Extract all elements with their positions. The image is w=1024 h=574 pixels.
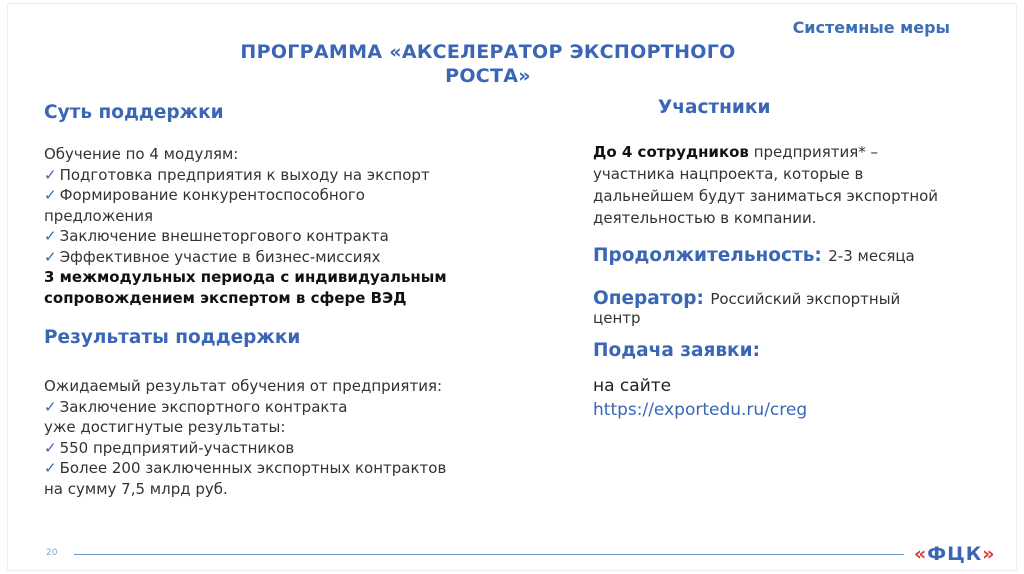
duration-row <box>593 245 915 266</box>
check-icon: ✓ <box>44 247 57 266</box>
list-item: ✓ Подготовка предприятия к выходу на экспорт <box>44 165 430 184</box>
operator-row <box>593 288 900 309</box>
results-heading: Результаты поддержки <box>44 327 301 348</box>
list-item: ✓ Эффективное участие в бизнес-миссиях <box>44 247 381 266</box>
footer-divider <box>74 554 904 555</box>
participants-bold: До 4 сотрудников <box>593 143 749 161</box>
operator-label: Оператор: <box>593 288 704 309</box>
section-label: Системные меры <box>792 18 950 37</box>
results-list <box>44 376 446 499</box>
participants-line-3: дальнейшем будут заниматься экспортной <box>593 187 939 205</box>
essence-intro: Обучение по 4 модулям: <box>44 145 239 163</box>
participants-line-4: деятельностью в компании. <box>593 209 817 227</box>
list-item: ✓ Более 200 заключенных экспортных контрактов <box>44 459 447 477</box>
application-url[interactable]: https://exportedu.ru/creg <box>593 400 808 420</box>
duration-label: Продолжительность: <box>593 245 822 266</box>
check-icon: ✓ <box>44 186 57 204</box>
essence-bold-1: 3 межмодульных периода с индивидуальным <box>44 268 447 286</box>
check-icon: ✓ <box>44 397 57 416</box>
page-number: 20 <box>46 548 58 558</box>
check-icon: ✓ <box>44 227 57 245</box>
page-title <box>208 40 768 88</box>
essence-list <box>44 144 447 308</box>
check-icon: ✓ <box>44 459 57 477</box>
application-text <box>593 374 807 422</box>
fck-logo: «ФЦК» <box>914 543 996 565</box>
participants-rest: предприятия* – <box>748 143 878 161</box>
application-line-1: на сайте <box>593 376 672 396</box>
results-achieved: уже достигнутые результаты: <box>44 418 286 436</box>
participants-line-2: участника нацпроекта, которые в <box>593 165 864 183</box>
check-icon: ✓ <box>44 165 57 184</box>
essence-bold-2: сопровождением экспертом в сфере ВЭД <box>44 288 407 307</box>
title-line-1: ПРОГРАММА «АКСЕЛЕРАТОР ЭКСПОРТНОГО <box>240 41 736 63</box>
application-heading: Подача заявки: <box>593 340 760 361</box>
operator-value: Российский экспортный <box>710 290 901 308</box>
slide <box>8 4 1016 570</box>
results-intro: Ожидаемый результат обучения от предприятия: <box>44 377 443 395</box>
list-item: ✓ Формирование конкурентоспособного <box>44 186 365 204</box>
list-item: ✓ Заключение экспортного контракта <box>44 397 348 416</box>
participants-heading: Участники <box>658 97 771 118</box>
essence-heading: Суть поддержки <box>44 102 224 123</box>
operator-value-cont: центр <box>593 309 641 327</box>
duration-value: 2-3 месяца <box>828 247 915 265</box>
list-item-cont: предложения <box>44 206 154 225</box>
check-icon: ✓ <box>44 438 57 457</box>
list-item: ✓ 550 предприятий-участников <box>44 438 295 457</box>
list-item: ✓ Заключение внешнеторгового контракта <box>44 227 389 245</box>
participants-text <box>593 141 938 229</box>
title-line-2: РОСТА» <box>445 65 531 87</box>
list-item-cont: на сумму 7,5 млрд руб. <box>44 479 228 498</box>
